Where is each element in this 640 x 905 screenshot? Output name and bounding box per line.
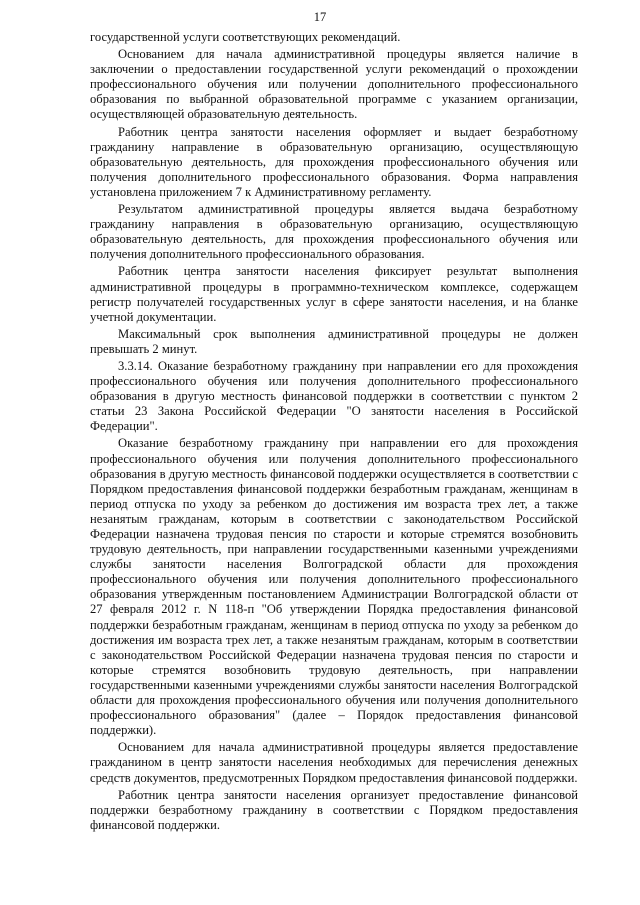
document-body bbox=[90, 30, 578, 835]
paragraph-basis-for-procedure: Основанием для начала административной процедуры является наличие в заключении о предоставлении государственной услуги рекомендаций о прохождении профессионального обучения или получении дополнительного профессионального образования по выбранной образовательной программе с указанием организации, осуществляющей образовательную деятельность. bbox=[90, 47, 578, 122]
page-number: 17 bbox=[313, 10, 327, 24]
paragraph-procedure-result: Результатом административной процедуры является выдача безработному гражданину направления в образовательную организацию, осуществляющую образовательную деятельность, для прохождения профессионального обучения или получения дополнительного профессионального образования. bbox=[90, 202, 578, 262]
paragraph-section-3-3-14: 3.3.14. Оказание безработному гражданину при направлении его для прохождения профессионального обучения или получения дополнительного профессионального образования в другую местность финансовой поддержки в соответствии с пунктом 2 статьи 23 Закона Российской Федерации "О занятости населения в Российской Федерации". bbox=[90, 358, 578, 434]
paragraph-continuation: государственной услуги соответствующих рекомендаций. bbox=[90, 30, 401, 44]
paragraph-referral-issuance: Работник центра занятости населения оформляет и выдает безработному гражданину направление в образовательную организацию, осуществляющую образовательную деятельность, для прохождения профессионального обучения или получения дополнительного профессионального образования. Форма направления установлена приложением 7 к Административному регламенту. bbox=[90, 124, 578, 199]
paragraph-organizes-support: Работник центра занятости населения организует предоставление финансовой поддержки безработному гражданину в соответствии с Порядком предоставления финансовой поддержки. bbox=[90, 787, 578, 832]
paragraph-result-recording: Работник центра занятости населения фиксирует результат выполнения административной процедуры в программно-техническом комплексе, содержащем регистр получателей государственных услуг в сфере занятости населения, и на бланке учетной документации. bbox=[90, 264, 578, 324]
paragraph-basis-financial-support: Основанием для начала административной процедуры является предоставление гражданином в центр занятости населения необходимых для перечисления денежных средств документов, предусмотренных Порядком предоставления финансовой поддержки. bbox=[90, 740, 578, 785]
paragraph-max-duration: Максимальный срок выполнения административной процедуры не должен превышать 2 минут. bbox=[90, 326, 578, 356]
paragraph-financial-support-order: Оказание безработному гражданину при направлении его для прохождения профессионального обучения или получения дополнительного профессионального образования в другую местность финансовой поддержки осуществляется в соответствии с Порядком предоставления финансовой поддержки безработным гражданам, женщинам в период отпуска по уходу за ребенком до достижения им возраста трех лет, а также незанятым гражданам, которым в соответствии с законодательством Российской Федерации назначена трудовая пенсия по старости и которые стремятся возобновить трудовую деятельность, при направлении государственными казенными учреждениями службы занятости населения Волгоградской области для прохождения профессионального обучения или получения дополнительного профессионального образования утвержденным постановлением Администрации Волгоградской области от 27 февраля 2012 г. N 118-п "Об утверждении Порядка предоставления финансовой поддержки безработным гражданам, женщинам в период отпуска по уходу за ребенком до достижения им возраста трех лет, а также незанятым гражданам, которым в соответствии с законодательством Российской Федерации назначена трудовая пенсия по старости и которые стремятся возобновить трудовую деятельность, при направлении государственными казенными учреждениями службы занятости населения Волгоградской области для прохождения профессионального обучения или получения дополнительного профессионального образования" (далее – Порядок предоставления финансовой поддержки). bbox=[90, 436, 578, 738]
